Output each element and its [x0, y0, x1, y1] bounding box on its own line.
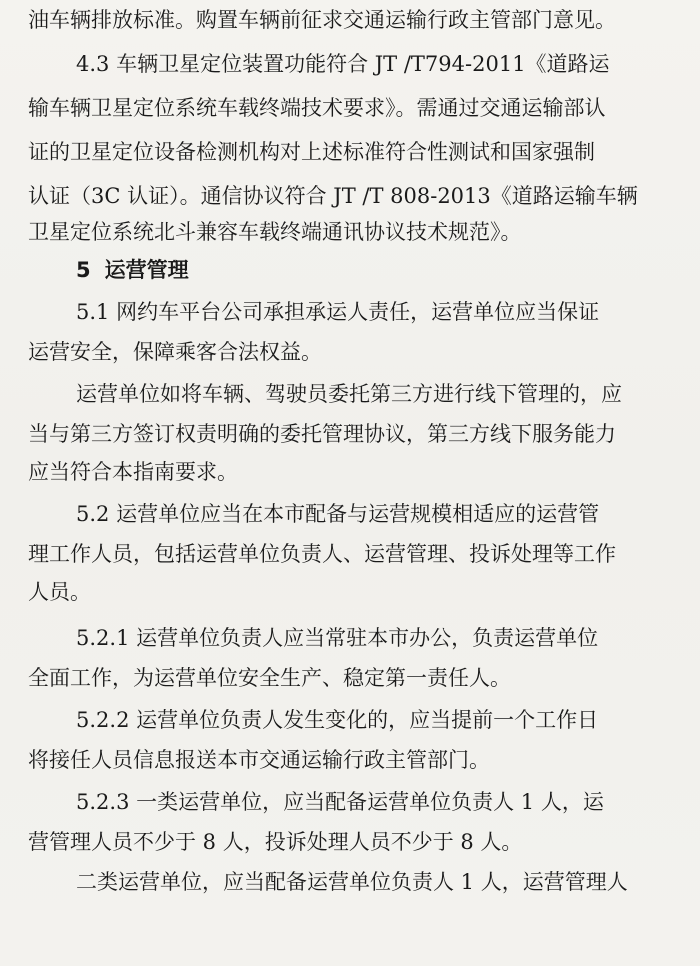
section-heading-title: 运营管理: [104, 258, 189, 282]
paragraph-line: 二类运营单位，应当配备运营单位负责人 1 人，运营管理人: [76, 870, 628, 894]
paragraph-line: 5.2.1 运营单位负责人应当常驻本市办公，负责运营单位: [76, 626, 599, 650]
paragraph-line: 将接任人员信息报送本市交通运输行政主管部门。: [28, 748, 490, 772]
paragraph-line: 证的卫星定位设备检测机构对上述标准符合性测试和国家强制: [28, 140, 595, 164]
paragraph-line: 运营安全，保障乘客合法权益。: [28, 340, 322, 364]
paragraph-line: 5.2.3 一类运营单位，应当配备运营单位负责人 1 人，运: [76, 790, 604, 814]
paragraph-line: 当与第三方签订权责明确的委托管理协议，第三方线下服务能力: [28, 422, 616, 446]
section-heading: [76, 256, 189, 284]
paragraph-line: 5.2.2 运营单位负责人发生变化的，应当提前一个工作日: [76, 708, 599, 732]
paragraph-line: 理工作人员，包括运营单位负责人、运营管理、投诉处理等工作: [28, 542, 616, 566]
paragraph-line: 输车辆卫星定位系统车载终端技术要求》。需通过交通运输部认: [28, 96, 606, 120]
paragraph-line: 人员。: [28, 580, 91, 604]
paragraph-line: 4.3 车辆卫星定位装置功能符合 JT /T794-2011《道路运: [76, 52, 610, 76]
paragraph-line: 应当符合本指南要求。: [28, 460, 238, 484]
paragraph-line: 5.2 运营单位应当在本市配备与运营规模相适应的运营管: [76, 502, 600, 526]
paragraph-line: 5.1 网约车平台公司承担承运人责任，运营单位应当保证: [76, 300, 600, 324]
paragraph-line: 油车辆排放标准。购置车辆前征求交通运输行政主管部门意见。: [28, 8, 616, 32]
paragraph-line: 全面工作，为运营单位安全生产、稳定第一责任人。: [28, 666, 511, 690]
paragraph-line: 认证（3C 认证）。通信协议符合 JT /T 808-2013《道路运输车辆: [28, 184, 638, 208]
section-heading-number: 5: [76, 258, 91, 282]
paragraph-line: 卫星定位系统北斗兼容车载终端通讯协议技术规范》。: [28, 220, 522, 244]
paragraph-line: 运营单位如将车辆、驾驶员委托第三方进行线下管理的，应: [76, 382, 622, 406]
paragraph-line: 营管理人员不少于 8 人，投诉处理人员不少于 8 人。: [28, 830, 523, 854]
